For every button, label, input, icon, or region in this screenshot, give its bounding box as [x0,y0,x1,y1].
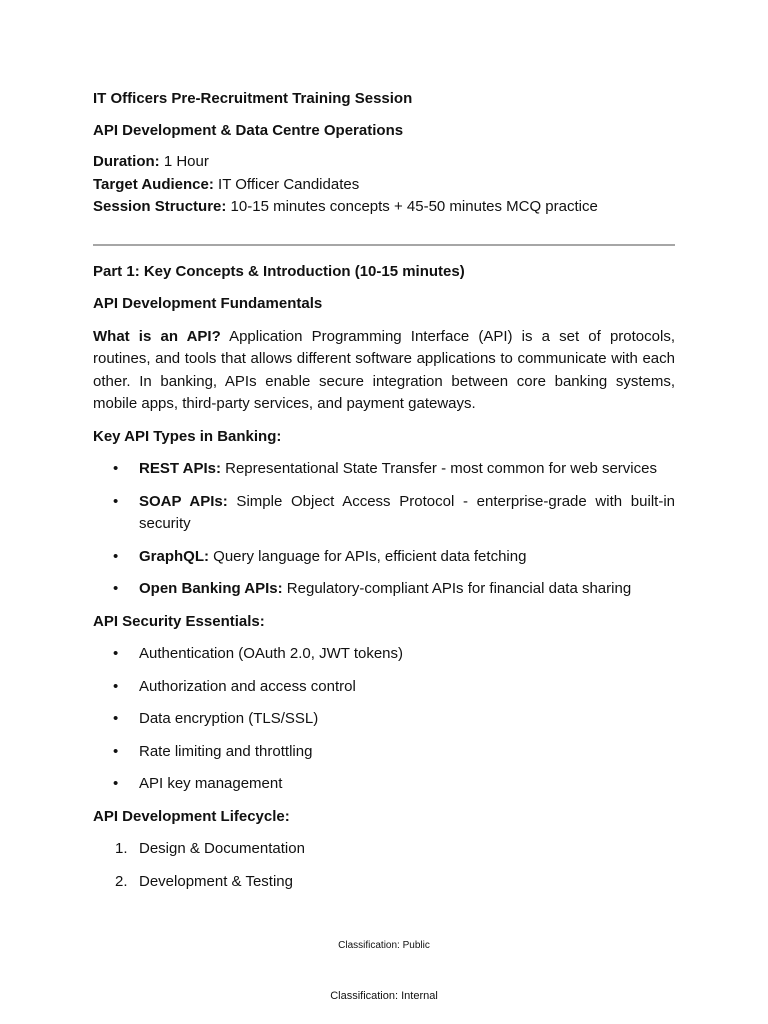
item-text: Development & Testing [139,872,293,890]
lifecycle-list [93,838,675,893]
list-item [93,491,675,536]
api-types-list [93,458,675,601]
bullet-icon: • [113,677,119,695]
list-item [93,871,675,894]
document-subtitle: API Development & Data Centre Operations [93,121,404,139]
list-item [93,741,675,764]
item-text: Authentication (OAuth 2.0, JWT tokens) [139,645,404,662]
item-label: SOAP APIs: [139,492,228,510]
item-text: Representational State Transfer - most common for web services [220,460,657,477]
lifecycle-heading: API Development Lifecycle: [93,807,290,825]
list-item [93,773,675,796]
session-meta [93,151,675,219]
classification-public: Classification: Public [338,940,430,951]
list-item [93,546,675,569]
item-number: 1. [115,840,128,857]
item-text: Design & Documentation [139,840,305,857]
item-text: Rate limiting and throttling [139,742,313,760]
list-item [93,838,675,861]
item-text: Authorization and access control [139,677,356,695]
document-title: IT Officers Pre-Recruitment Training Session [93,90,413,107]
security-list [93,643,675,796]
list-item [93,578,675,601]
meta-label: Session Structure: [93,198,227,215]
list-item [93,676,675,699]
bullet-icon: • [113,710,119,727]
item-text: Data encryption (TLS/SSL) [139,710,319,727]
item-label: Open Banking APIs: [139,580,283,597]
item-label: GraphQL: [139,547,209,565]
bullet-icon: • [113,742,119,760]
item-text: Simple Object Access Protocol - enterprise-grade with built-in security [139,492,675,532]
meta-audience [93,174,675,197]
section-divider [93,244,675,246]
bullet-icon: • [113,645,119,662]
meta-value: 10-15 minutes concepts + 45-50 minutes MCQ practice [226,198,598,215]
item-label: REST APIs: [139,460,221,477]
part1-heading: Part 1: Key Concepts & Introduction (10-15 minutes) [93,262,465,280]
fundamentals-heading: API Development Fundamentals [93,295,323,312]
item-text: Query language for APIs, efficient data fetching [209,547,527,565]
meta-label: Duration: [93,153,160,170]
api-types-heading: Key API Types in Banking: [93,427,282,445]
list-item [93,458,675,481]
meta-value: IT Officer Candidates [213,175,360,193]
bullet-icon: • [113,547,119,565]
item-text: Regulatory-compliant APIs for financial data sharing [282,580,632,597]
what-is-api-label: What is an API? [93,327,221,345]
bullet-icon: • [113,460,119,477]
item-number: 2. [115,872,128,890]
item-text: API key management [139,775,283,792]
what-is-api-text: Application Programming Interface (API) is a set of protocols, routines, and tools that allows different software applications to communicate with each other. In banking, APIs enable secure integration between core banking systems, mobile apps, third-party services, and payment gateways. [93,327,675,412]
security-heading: API Security Essentials: [93,612,265,630]
what-is-api-paragraph [93,326,675,416]
bullet-icon: • [113,492,119,510]
classification-internal: Classification: Internal [330,990,438,1002]
meta-duration [93,151,675,174]
bullet-icon: • [113,775,119,792]
list-item [93,708,675,731]
document-page [93,88,675,903]
list-item [93,643,675,666]
bullet-icon: • [113,580,119,597]
meta-label: Target Audience: [93,175,214,193]
meta-value: 1 Hour [159,153,209,170]
meta-structure [93,196,675,219]
